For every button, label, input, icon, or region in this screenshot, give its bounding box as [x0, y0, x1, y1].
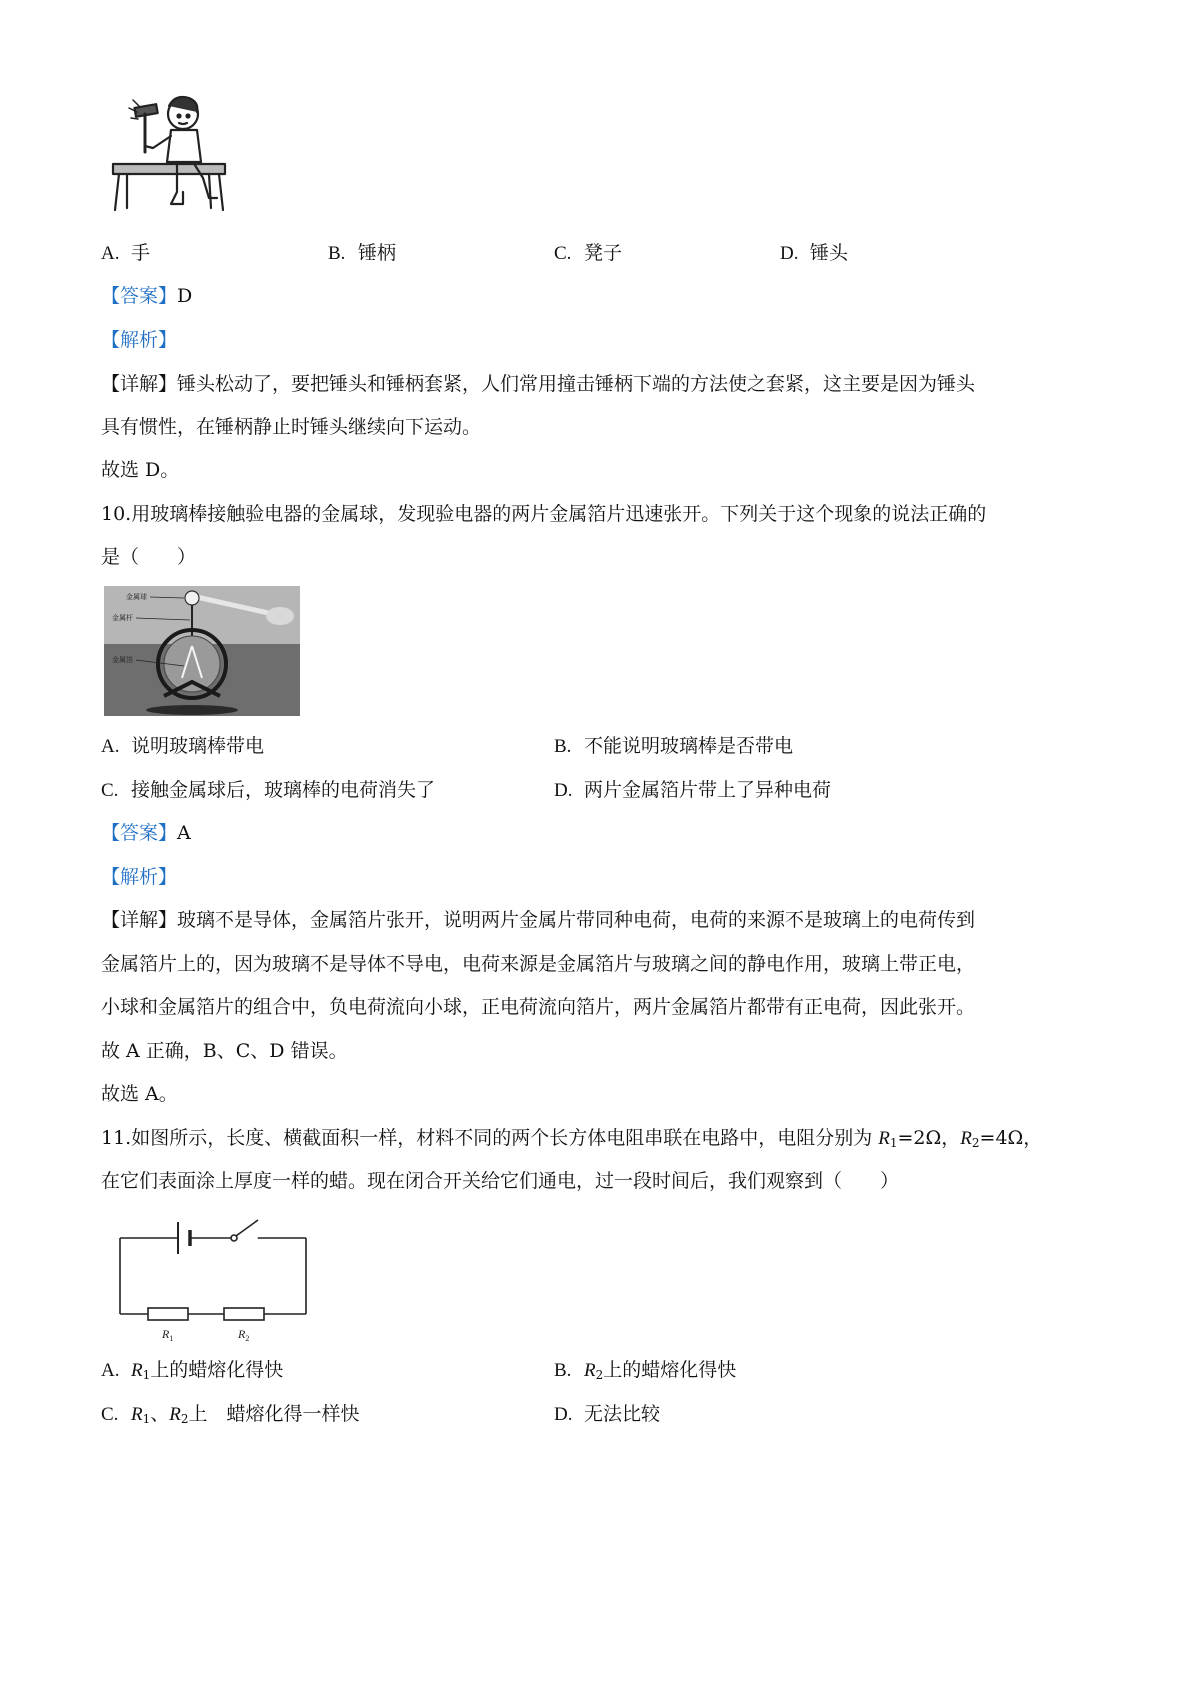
answer-line	[101, 283, 192, 309]
option-text: 两片金属箔片带上了异种电荷	[584, 779, 832, 801]
detail-line-2: 金属箔片上的，因为玻璃不是导体不导电，电荷来源是金属箔片与玻璃之间的静电作用，玻璃上带正电，	[101, 953, 976, 975]
option-text: 接触金属球后，玻璃棒的电荷消失了	[131, 779, 436, 801]
option-b[interactable]	[328, 240, 396, 267]
option-c[interactable]: C. $R_1$、$R_2$上 蜡熔化得一样快	[101, 1403, 360, 1426]
option-text: 上 蜡熔化得一样快	[188, 1403, 360, 1425]
option-letter: C.	[101, 1404, 119, 1425]
answer-tag: 【答案】	[101, 285, 178, 307]
option-letter: D.	[554, 1404, 573, 1425]
option-d[interactable]	[554, 777, 831, 804]
option-text: 锤头	[810, 242, 849, 264]
question-stem-line-1: 10.用玻璃棒接触验电器的金属球，发现验电器的两片金属箔片迅速张开。下列关于这个现象的说法正确的	[101, 503, 987, 525]
option-letter: B.	[554, 736, 572, 757]
option-d[interactable]	[780, 240, 848, 267]
option-a[interactable]: A. $R_1$上的蜡熔化得快	[101, 1359, 284, 1382]
option-d[interactable]	[554, 1401, 660, 1428]
question-stem-line-2: 是（ ）	[101, 546, 197, 568]
option-text: 说明玻璃棒带电	[131, 735, 265, 757]
option-c[interactable]	[554, 240, 622, 267]
option-text: 无法比较	[584, 1403, 661, 1425]
option-letter: C.	[554, 243, 572, 264]
detail-line-1	[101, 907, 975, 933]
answer-value: A	[177, 822, 191, 844]
option-text: 凳子	[584, 242, 623, 264]
option-text: 上的蜡熔化得快	[150, 1359, 284, 1381]
option-text: 手	[131, 242, 151, 264]
boy-hammering-figure	[105, 92, 230, 217]
detail-text: 锤头松动了，要把锤头和锤柄套紧，人们常用撞击锤柄下端的方法使之套紧，这主要是因为锤头	[177, 373, 976, 395]
option-letter: D.	[554, 780, 573, 801]
answer-value: D	[177, 285, 193, 307]
option-letter: C.	[101, 780, 119, 801]
option-b[interactable]	[554, 733, 793, 760]
r1-symbol: R	[878, 1128, 890, 1149]
analysis-tag: 【解析】	[101, 329, 178, 351]
option-letter: D.	[780, 243, 799, 264]
detail-tag: 【详解】	[101, 909, 178, 931]
question-stem-line-1: 11.如图所示，长度、横截面积一样，材料不同的两个长方体电阻串联在电路中，电阻分别为 $R_1=2\Omega$，$R_2=4\Omega$，	[101, 1127, 1043, 1150]
detail-text: 玻璃不是导体，金属箔片张开，说明两片金属片带同种电荷，电荷的来源不是玻璃上的电荷传到	[177, 909, 976, 931]
option-a[interactable]	[101, 733, 264, 760]
label-r1: $R_1$	[162, 1327, 174, 1343]
option-a[interactable]	[101, 240, 150, 267]
circuit-diagram	[110, 1210, 316, 1345]
label-r2: $R_2$	[238, 1327, 250, 1343]
conclusion: 故选 A。	[101, 1083, 178, 1105]
label-metal-ball: 金属球	[126, 593, 147, 601]
electroscope-figure	[104, 586, 300, 716]
option-text: 锤柄	[358, 242, 397, 264]
option-letter: B.	[554, 1360, 572, 1381]
detail-line-1	[101, 371, 975, 397]
answer-line	[101, 820, 191, 846]
conclusion: 故选 D。	[101, 459, 180, 481]
question-stem-line-2: 在它们表面涂上厚度一样的蜡。现在闭合开关给它们通电，过一段时间后，我们观察到（ ）	[101, 1170, 900, 1192]
detail-line-4: 故 A 正确，B、C、D 错误。	[101, 1040, 348, 1062]
answer-tag: 【答案】	[101, 822, 178, 844]
option-text: 上的蜡熔化得快	[603, 1359, 737, 1381]
option-letter: A.	[101, 1360, 120, 1381]
detail-tag: 【详解】	[101, 373, 178, 395]
option-letter: B.	[328, 243, 346, 264]
option-letter: A.	[101, 736, 120, 757]
label-metal-foil: 金属箔	[112, 656, 133, 664]
detail-line-2: 具有惯性，在锤柄静止时锤头继续向下运动。	[101, 416, 482, 438]
option-b[interactable]: B. $R_2$上的蜡熔化得快	[554, 1359, 737, 1382]
analysis-tag: 【解析】	[101, 866, 178, 888]
option-text: 不能说明玻璃棒是否带电	[584, 735, 794, 757]
option-c[interactable]	[101, 777, 435, 804]
detail-line-3: 小球和金属箔片的组合中，负电荷流向小球，正电荷流向箔片，两片金属箔片都带有正电荷，因此张开。	[101, 996, 976, 1018]
option-letter: A.	[101, 243, 120, 264]
label-metal-rod: 金属杆	[112, 614, 133, 622]
r2-symbol: R	[960, 1128, 972, 1149]
